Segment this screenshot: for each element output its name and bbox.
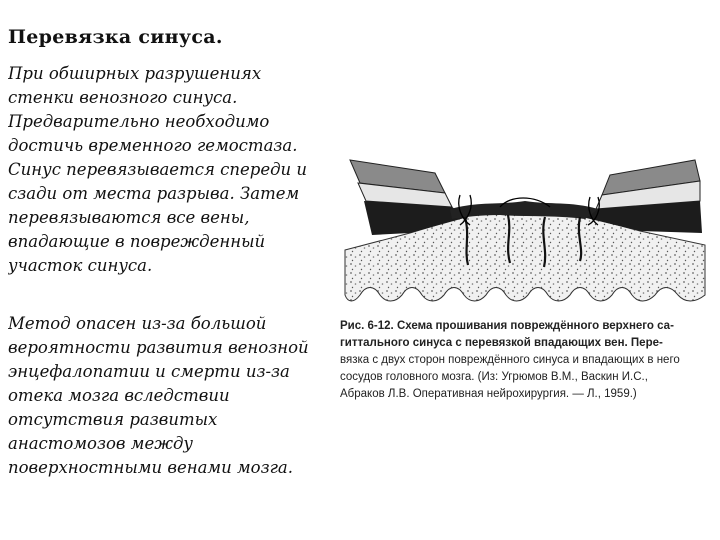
text-line: Метод опасен из-за большой: [8, 314, 267, 333]
caption-line: [340, 318, 712, 335]
text-line: энцефалопатии и смерти из-за: [8, 362, 290, 381]
text-line: отека мозга вследствии: [8, 386, 230, 405]
sinus-ligation-illustration: [340, 145, 710, 305]
text-line: достичь временного гемостаза.: [8, 136, 298, 155]
text-line: участок синуса.: [8, 256, 153, 275]
paragraph-risks: [8, 312, 314, 480]
text-line: поверхностными венами мозга.: [8, 458, 294, 477]
page-title: Перевязка синуса.: [8, 26, 223, 48]
text-line: Синус перевязывается спереди и: [8, 160, 308, 179]
text-line: При обширных разрушениях: [8, 64, 262, 83]
text-line: анастомозов между: [8, 434, 193, 453]
caption-line: Абраков Л.В. Оперативная нейрохирургия. — Л., 1959.): [340, 388, 637, 400]
caption-line-1-rest: Схема прошивания повреждённого верхнего са-: [393, 320, 674, 332]
caption-line: вязка с двух сторон повреждённого синуса и впадающих в него: [340, 354, 680, 366]
paragraph-indications: [8, 62, 314, 278]
caption-number: Рис. 6-12.: [340, 320, 394, 332]
text-line: сзади от места разрыва. Затем: [8, 184, 300, 203]
text-line: Предварительно необходимо: [8, 112, 270, 131]
caption-line: гиттального синуса с перевязкой впадающих вен. Пере-: [340, 337, 663, 349]
text-line: стенки венозного синуса.: [8, 88, 238, 107]
text-line: впадающие в поврежденный: [8, 232, 266, 251]
figure-caption: [340, 318, 712, 403]
text-line: вероятности развития венозной: [8, 338, 309, 357]
text-line: отсутствия развитых: [8, 410, 218, 429]
caption-line: сосудов головного мозга. (Из: Угрюмов В.М., Васкин И.С.,: [340, 371, 648, 383]
text-line: перевязываются все вены,: [8, 208, 250, 227]
